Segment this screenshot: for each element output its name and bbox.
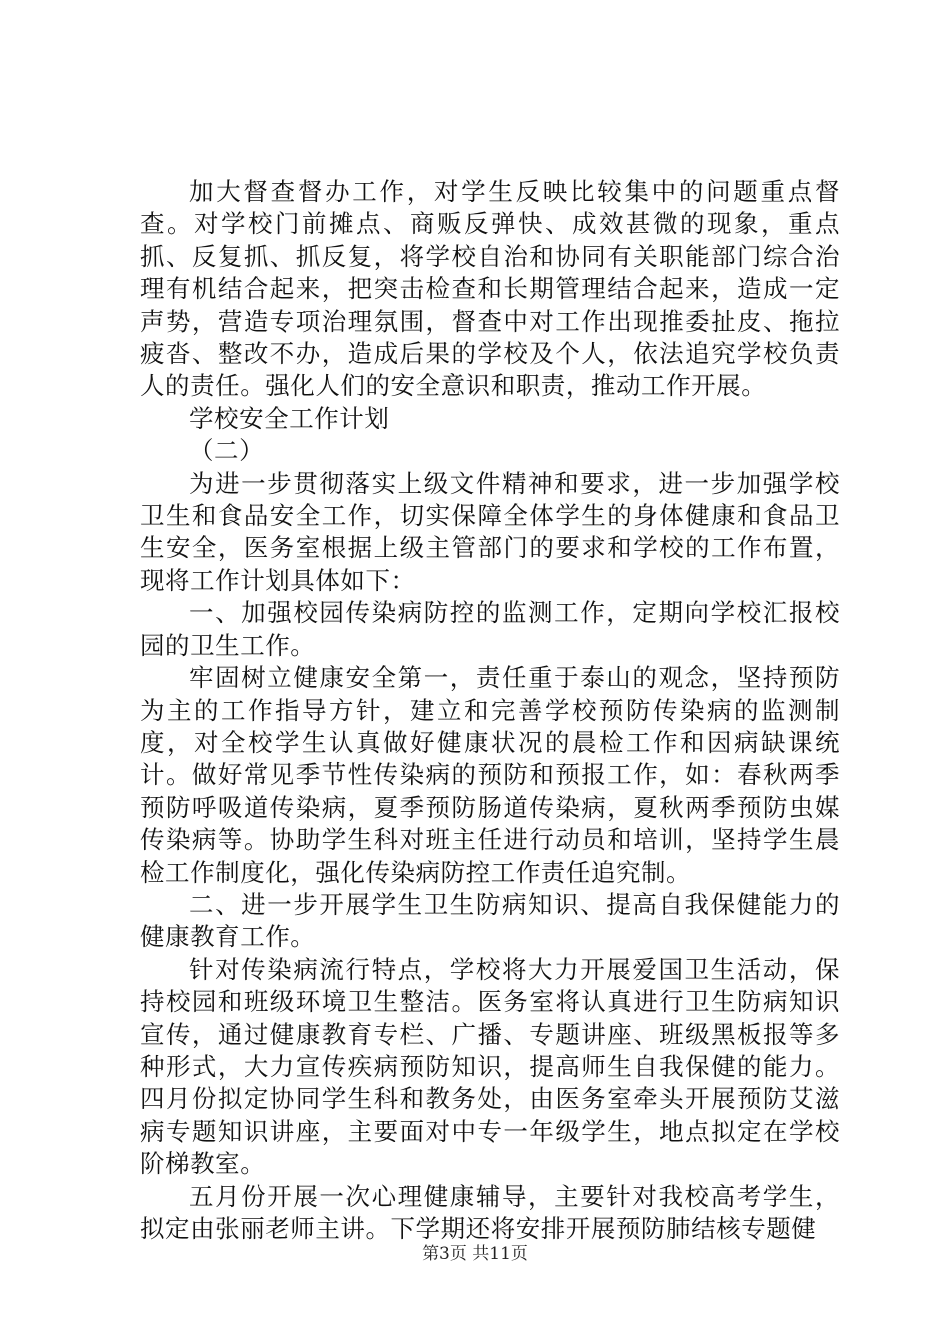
paragraph-supervision: 加大督查督办工作，对学生反映比较集中的问题重点督查。对学校门前摊点、商贩反弹快、成效甚微的现象，重点抓、反复抓、抓反复，将学校自治和协同有关职能部门综合治理有机结合起来，把突击检查和长期管理结合起来，造成一定声势，营造专项治理氛围，督查中对工作出现推委扯皮、拖拉疲沓、整改不办，造成后果的学校及个人，依法追究学校负责人的责任。强化人们的安全意识和职责，推动工作开展。 [140,177,840,401]
document-body [140,176,840,1245]
section-number-two: （二） [189,436,265,466]
paragraph-disease-monitoring: 牢固树立健康安全第一，责任重于泰山的观念，坚持预防为主的工作指导方针，建立和完善学校预防传染病的监测制度，对全校学生认真做好健康状况的晨检工作和因病缺课统计。做好常见季节性传染病的预防和预报工作，如：春秋两季预防呼吸道传染病，夏季预防肠道传染病，夏秋两季预防虫媒传染病等。协助学生科对班主任进行动员和培训，坚持学生晨检工作制度化，强化传染病防控工作责任追究制。 [140,663,840,887]
paragraph-health-education: 针对传染病流行特点，学校将大力开展爱国卫生活动，保持校园和班级环境卫生整洁。医务室将认真进行卫生防病知识宣传，通过健康教育专栏、广播、专题讲座、班级黑板报等多种形式，大力宣传疾病预防知识，提高师生自我保健的能力。四月份拟定协同学生科和教务处，由医务室牵头开展预防艾滋病专题知识讲座，主要面对中专一年级学生，地点拟定在学校阶梯教室。 [140,954,840,1179]
paragraph-mental-health: 五月份开展一次心理健康辅导，主要针对我校高考学生，拟定由张丽老师主讲。下学期还将安排开展预防肺结核专题健 [140,1181,840,1243]
heading-item-two: 二、进一步开展学生卫生防病知识、提高自我保健能力的健康教育工作。 [140,889,840,952]
page-footer: 第3页 共11页 [422,1244,528,1264]
section-title-safety-plan: 学校安全工作计划 [189,403,390,433]
heading-item-one: 一、加强校园传染病防控的监测工作，定期向学校汇报校园的卫生工作。 [140,598,840,660]
paragraph-intro: 为进一步贯彻落实上级文件精神和要求，进一步加强学校卫生和食品安全工作，切实保障全体学生的身体健康和食品卫生安全，医务室根据上级主管部门的要求和学校的工作布置，现将工作计划具体如下： [140,468,840,595]
